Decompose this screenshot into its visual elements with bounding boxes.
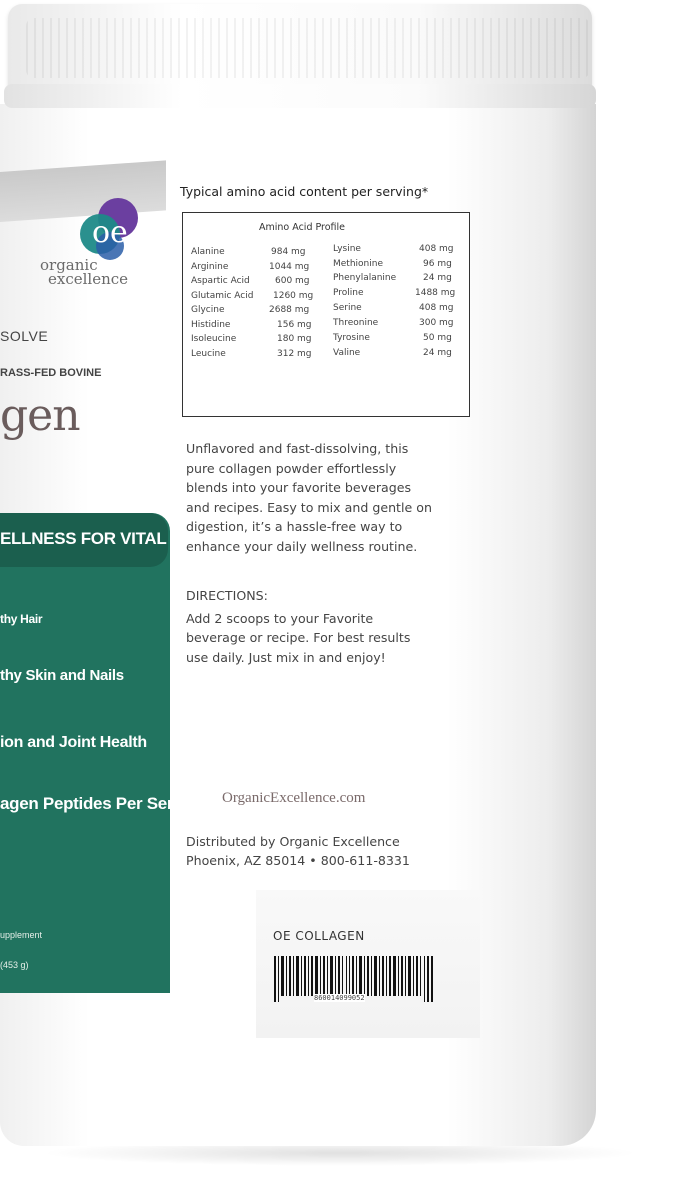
supplement-text: upplement — [0, 930, 43, 940]
amino-right-value: 96 mg — [423, 258, 452, 269]
amino-left-name: Leucine — [191, 348, 226, 359]
brand-name — [40, 258, 150, 286]
product-description — [186, 439, 456, 556]
description-line: enhance your daily wellness routine. — [186, 538, 418, 554]
amino-right-name: Serine — [333, 303, 362, 313]
amino-right-value: 24 mg — [423, 347, 452, 358]
distributor-info — [186, 832, 410, 870]
amino-right-name: Valine — [333, 347, 361, 358]
amino-left-name: Alanine — [191, 247, 225, 257]
directions-line: Add 2 scoops to your Favorite — [186, 610, 374, 626]
amino-left-value: 1260 mg — [273, 290, 314, 301]
amino-right-value: 24 mg — [423, 273, 452, 283]
amino-left-name: Arginine — [191, 261, 229, 272]
front-bovine-text: RASS-FED BOVINE — [0, 367, 102, 379]
brand-line-1: organic — [40, 256, 98, 274]
amino-right-name: Phenylalanine — [333, 273, 397, 283]
amino-left-value: 2688 mg — [269, 305, 310, 315]
brand-line-2: excellence — [48, 270, 129, 288]
amino-left-value: 984 mg — [271, 247, 306, 257]
amino-left-name: Glutamic Acid — [191, 290, 254, 301]
description-line: blends into your favorite beverages — [186, 480, 412, 495]
amino-left-name: Isoleucine — [191, 334, 237, 344]
description-line: Unflavored and fast-dissolving, this — [186, 441, 409, 456]
amino-left-value: 180 mg — [277, 334, 312, 344]
amino-left-value: 312 mg — [277, 348, 312, 359]
amino-right-name: Threonine — [333, 318, 379, 328]
logo-mark-text: oe — [92, 215, 128, 250]
amino-left-name: Glycine — [191, 305, 225, 315]
benefit-4: agen Peptides Per Serving — [0, 794, 207, 813]
amino-right-name: Lysine — [333, 244, 361, 254]
benefit-1: thy Hair — [0, 612, 43, 626]
amino-left-value: 1044 mg — [269, 261, 310, 272]
directions-line: beverage or recipe. For best results — [186, 630, 411, 645]
description-line: and recipes. Easy to mix and gentle on — [186, 499, 432, 515]
website-text: OrganicExcellence.com — [222, 790, 366, 806]
benefit-2: thy Skin and Nails — [0, 667, 124, 684]
amino-right-value: 50 mg — [423, 333, 452, 343]
sku-text: OE COLLAGEN — [273, 929, 365, 943]
amino-profile-title: Amino Acid Profile — [259, 222, 346, 233]
amino-right-name: Tyrosine — [333, 333, 370, 343]
amino-acid-panel — [182, 212, 470, 417]
directions-line: use daily. Just mix in and enjoy! — [186, 649, 386, 665]
description-line: pure collagen powder effortlessly — [186, 460, 397, 476]
benefit-3: ion and Joint Health — [0, 734, 147, 751]
amino-right-name: Proline — [333, 288, 364, 298]
amino-left-value: 600 mg — [275, 276, 310, 286]
amino-left-name: Aspartic Acid — [191, 276, 250, 286]
front-product-name: gen — [0, 390, 80, 441]
directions — [186, 586, 456, 667]
description-line: digestion, it’s a hassle-free way to — [186, 519, 403, 534]
amino-left-name: Histidine — [191, 319, 231, 330]
amino-right-name: Methionine — [333, 258, 383, 269]
barcode-number: 860014099052 — [314, 994, 365, 1002]
distributor-line-2: Phoenix, AZ 85014 • 800-611-8331 — [186, 853, 410, 868]
green-header-text: ELLNESS FOR VITAL LIVING — [0, 529, 226, 548]
amino-heading: Typical amino acid content per serving* — [180, 184, 429, 199]
amino-right-value: 1488 mg — [415, 288, 456, 298]
green-benefits-panel — [0, 513, 170, 993]
amino-right-value: 408 mg — [419, 244, 454, 254]
amino-left-value: 156 mg — [277, 319, 312, 330]
amino-right-value: 300 mg — [419, 318, 454, 328]
distributor-line-1: Distributed by Organic Excellence — [186, 834, 400, 849]
net-weight-text: (453 g) — [0, 960, 29, 970]
front-tagline: SOLVE — [0, 328, 49, 344]
brand-logo-icon — [74, 194, 144, 264]
directions-heading: DIRECTIONS: — [186, 588, 268, 603]
amino-right-value: 408 mg — [419, 303, 454, 313]
